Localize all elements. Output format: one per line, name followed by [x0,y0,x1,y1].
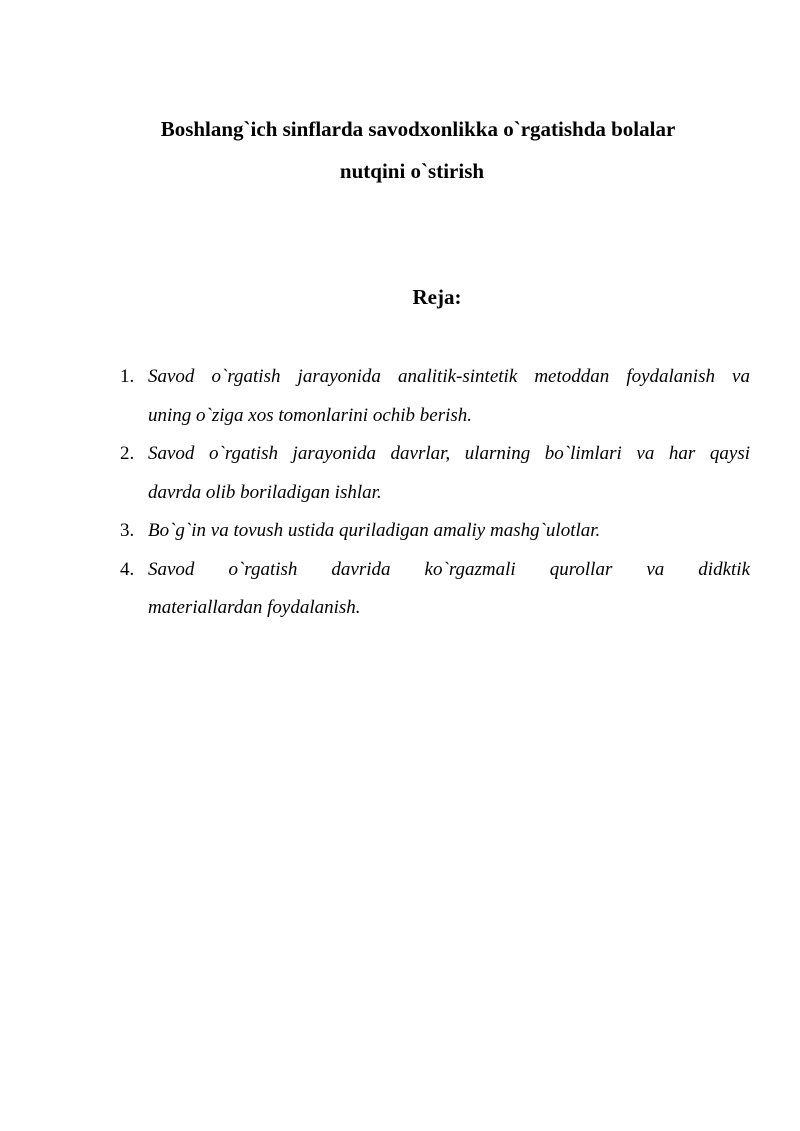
plan-item-text [148,551,750,628]
plan-item-line: materiallardan foydalanish. [148,597,361,618]
plan-item-number: 1. [120,366,135,387]
plan-item-text [148,358,750,435]
plan-list [120,358,750,628]
plan-item-1 [120,358,750,435]
plan-item-line: Savod o`rgatish jarayonida davrlar, ularning bo`limlari va har qaysi [148,443,750,464]
plan-item-2 [120,435,750,512]
plan-item-line: Savod o`rgatish davrida ko`rgazmali qurollar va didktik [148,558,750,580]
plan-item-line: uning o`ziga xos tomonlarini ochib berish. [148,404,473,426]
plan-item-line: davrda olib boriladigan ishlar. [148,481,382,503]
plan-heading: Reja: [412,285,462,309]
plan-item-line: Savod o`rgatish jarayonida analitik-sintetik metoddan foydalanish va [148,366,750,387]
document-title-line-1: Boshlang`ich sinflarda savodxonlikka o`rgatishda bolalar [160,117,676,141]
plan-item-number: 2. [120,443,135,464]
plan-item-4 [120,551,750,628]
plan-item-line: Bo`g`in va tovush ustida quriladigan amaliy mashg`ulotlar. [148,520,601,541]
plan-item-3 [120,512,750,551]
plan-item-text [148,435,750,512]
plan-item-number: 3. [120,520,135,541]
plan-item-text [148,512,750,551]
document-title-line-2: nutqini o`stirish [339,159,485,183]
plan-item-number: 4. [120,558,135,580]
